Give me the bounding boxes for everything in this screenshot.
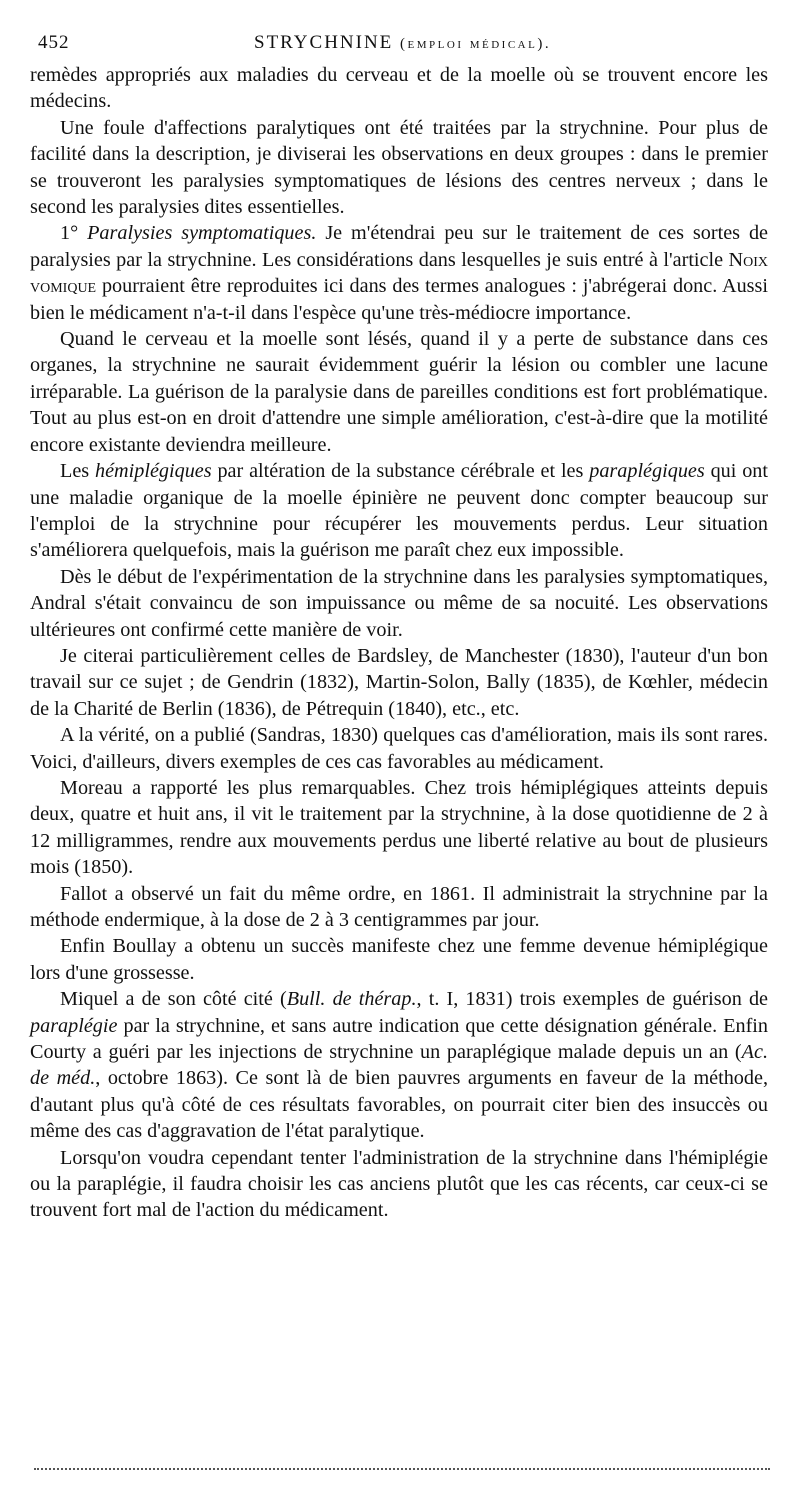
paragraph-text: Je m'étendrai peu sur le traitement de ces sortes de paralysies par la strychnine. Les considérations dans lesquelles je suis entré à l'article: [30, 222, 769, 271]
paragraph-12: [30, 1145, 768, 1224]
paragraph-text: , octobre 1863). Ce sont là de bien pauvres arguments en faveur de la méthode, d'autant plus qu'à côté de ces résultats favorables, on pourrait citer bien des insuccès ou même des cas d'aggravation de l'état paralytique.: [30, 1067, 769, 1143]
paragraph-0: [30, 62, 768, 115]
paragraph-text: Moreau a rapporté les plus remarquables. Chez trois hémiplégiques atteints depuis deux, quatre et huit ans, il vit le traitement par la strychnine, à la dose quotidienne de 2 à 12 milligrammes, rendre aux mouvements perdus une liberté relative au bout de plusieurs mois (1850).: [30, 776, 768, 879]
italic-text: hémiplégiques: [95, 460, 212, 483]
running-header: [30, 22, 768, 62]
running-title-subtitle: (emploi médical).: [400, 36, 552, 52]
paragraph-text: par la strychnine, et sans autre indication que cette désignation générale. Enfin Courty a guéri par les injections de strychnine un paraplégique malade depuis un an (: [30, 1014, 768, 1064]
paragraph-text: Enfin Boullay a obtenu un succès manifeste chez une femme devenue hémiplégique lors d'une grossesse.: [30, 935, 768, 984]
running-title-main: STRYCHNINE: [254, 32, 394, 53]
paragraph-9: [30, 881, 768, 934]
italic-text: Ac. de méd.: [30, 1041, 768, 1090]
paragraph-7: [30, 722, 768, 775]
italic-text: Bull. de thérap.: [286, 988, 417, 1011]
paragraph-text: Fallot a observé un fait du même ordre, en 1861. Il administrait la strychnine par la méthode endermique, à la dose de 2 à 3 centigrammes par jour.: [30, 882, 768, 931]
paragraph-text: par altération de la substance cérébrale et les: [211, 460, 590, 483]
paragraph-6: [30, 643, 768, 722]
paragraph-4: [30, 458, 768, 564]
paragraph-3: [30, 326, 768, 458]
paragraph-8: [30, 775, 768, 881]
italic-text: Paralysies symptomatiques.: [87, 222, 317, 245]
italic-text: paraplégie: [30, 1014, 118, 1037]
footer-dotted-rule: [34, 1468, 770, 1470]
paragraph-text: Je citerai particulièrement celles de Bardsley, de Manchester (1830), l'auteur d'un bon travail sur ce sujet ; de Gendrin (1832), Martin-Solon, Bally (1835), de Kœhler, médecin de la Charité de Berlin (1836), de Pétrequin (1840), etc., etc.: [30, 644, 768, 720]
paragraph-1: [30, 115, 768, 221]
paragraph-text: , t. I, 1831) trois exemples de guérison de: [416, 988, 769, 1011]
paragraph-text: qui ont une maladie organique de la moelle épinière ne peuvent donc compter beaucoup sur l'emploi de la strychnine pour récupérer les mouvements perdus. Leur situation s'améliorera quelquefois, mais la guérison me paraît chez eux impossible.: [30, 460, 769, 562]
paragraph-text: Lorsqu'on voudra cependant tenter l'administration de la strychnine dans l'hémiplégie ou la paraplégie, il faudra choisir les cas anciens plutôt que les cas récents, car ceux-ci se trouvent fort mal de l'action du médicament.: [30, 1146, 768, 1222]
small-caps-text: Noix vomique: [30, 248, 768, 298]
paragraph-11: [30, 986, 768, 1144]
paragraph-text: 1°: [60, 222, 88, 245]
paragraph-text: Quand le cerveau et la moelle sont lésés, quand il y a perte de substance dans ces organes, la strychnine ne saurait évidemment guérir la lésion ou combler une lacune irréparable. La guérison de la paralysie dans de pareilles conditions est fort problématique. Tout au plus est-on en droit d'attendre une simple amélioration, c'est-à-dire que la motilité encore existante deviendra meilleure.: [30, 328, 768, 456]
italic-text: paraplégiques: [589, 460, 705, 483]
paragraph-text: A la vérité, on a publié (Sandras, 1830) quelques cas d'amélioration, mais ils sont rares. Voici, d'ailleurs, divers exemples de ces cas favorables au médicament.: [30, 724, 768, 773]
paragraph-5: [30, 564, 768, 643]
paragraph-text: Les: [60, 460, 95, 483]
paragraph-text: Une foule d'affections paralytiques ont été traitées par la strychnine. Pour plus de facilité dans la description, je diviserai les observations en deux groupes : dans le premier se trouveront les paralysies symptomatiques de lésions des centres nerveux ; dans le second les paralysies dites essentielles.: [30, 116, 768, 219]
page-number: 452: [38, 32, 70, 53]
paragraph-2: [30, 220, 768, 326]
paragraph-text: pourraient être reproduites ici dans des termes analogues : j'abrégerai donc. Aussi bien le médicament n'a-t-il dans l'espèce qu'une très-médiocre importance.: [30, 275, 768, 324]
paragraph-10: [30, 933, 768, 986]
paragraph-text: remèdes appropriés aux maladies du cerveau et de la moelle où se trouvent encore les médecins.: [30, 64, 768, 113]
paragraph-text: Dès le début de l'expérimentation de la strychnine dans les paralysies symptomatiques, Andral s'était convaincu de son impuissance ou même de sa nocuité. Les observations ultérieures ont confirmé cette manière de voir.: [30, 565, 768, 641]
running-title: [254, 30, 551, 57]
document-page: [30, 22, 768, 1224]
paragraph-text: Miquel a de son côté cité (: [60, 988, 287, 1011]
body-text: [30, 62, 768, 1224]
